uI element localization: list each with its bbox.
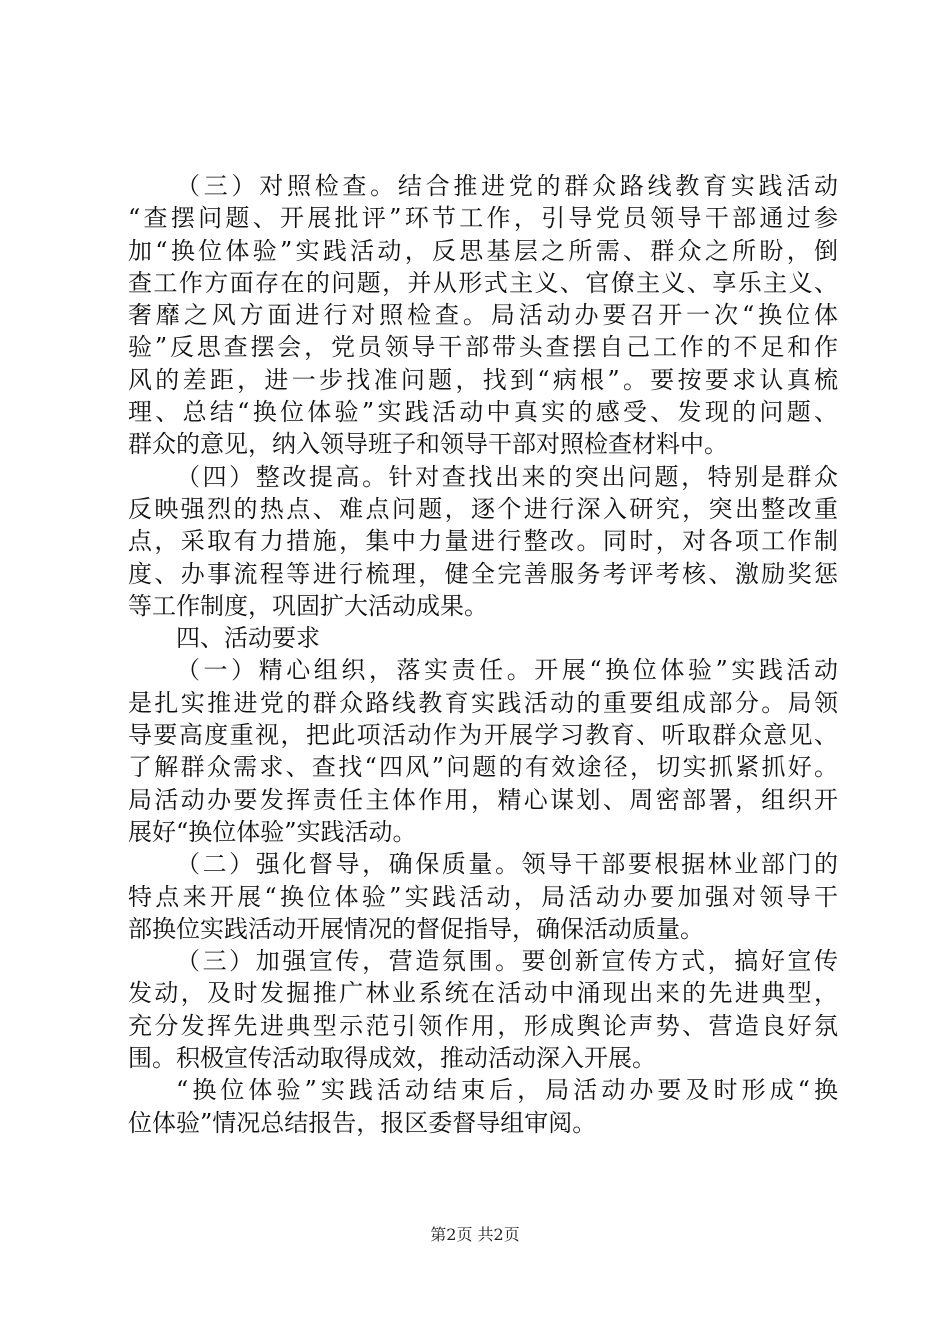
document-body — [128, 170, 838, 1139]
text-line: 验”反思查摆会，党员领导干部带头查摆自己工作的不足和作 — [128, 333, 838, 362]
text-line: 是扎实推进党的群众路线教育实践活动的重要组成部分。局领 — [128, 688, 838, 717]
text-line: “查摆问题、开展批评”环节工作，引导党员领导干部通过参 — [128, 204, 838, 233]
text-line: “换位体验”实践活动结束后，局活动办要及时形成“换 — [176, 1076, 838, 1105]
text-line: 加“换位体验”实践活动，反思基层之所需、群众之所盼，倒 — [128, 236, 838, 265]
text-line: 导要高度重视，把此项活动作为开展学习教育、听取群众意见、 — [128, 721, 838, 750]
text-line: 特点来开展“换位体验”实践活动，局活动办要加强对领导干 — [128, 882, 838, 911]
text-line: 风的差距，进一步找准问题，找到“病根”。要按要求认真梳 — [128, 365, 838, 394]
paragraph-rectification — [128, 461, 838, 622]
paragraph-summary-report — [128, 1074, 838, 1139]
text-line: 局活动办要发挥责任主体作用，精心谋划、周密部署，组织开 — [128, 785, 838, 814]
text-line: 发动，及时发掘推广林业系统在活动中涌现出来的先进典型， — [128, 979, 838, 1008]
text-line: 围。积极宣传活动取得成效，推动活动深入开展。 — [128, 1044, 656, 1073]
text-line: （四）整改提高。针对查找出来的突出问题，特别是群众 — [176, 462, 838, 491]
section-heading-requirements — [128, 622, 838, 654]
text-line: 反映强烈的热点、难点问题，逐个进行深入研究，突出整改重 — [128, 494, 838, 523]
paragraph-supervision — [128, 848, 838, 945]
paragraph-self-inspection — [128, 170, 838, 461]
text-line: 了解群众需求、查找“四风”问题的有效途径，切实抓紧抓好。 — [128, 753, 838, 782]
text-line: 充分发挥先进典型示范引领作用，形成舆论声势、营造良好氛 — [128, 1011, 838, 1040]
paragraph-organization — [128, 654, 838, 848]
paragraph-publicity — [128, 945, 838, 1074]
section-heading: 四、活动要求 — [176, 624, 320, 653]
text-line: 群众的意见，纳入领导班子和领导干部对照检查材料中。 — [128, 430, 728, 459]
text-line: （三）对照检查。结合推进党的群众路线教育实践活动 — [176, 172, 838, 200]
text-line: 等工作制度，巩固扩大活动成果。 — [128, 591, 488, 620]
text-line: 展好“换位体验”实践活动。 — [128, 817, 417, 846]
text-line: （三）加强宣传，营造氛围。要创新宣传方式，搞好宣传 — [176, 947, 838, 976]
text-line: 理、总结“换位体验”实践活动中真实的感受、发现的问题、 — [128, 398, 838, 427]
text-line: （一）精心组织，落实责任。开展“换位体验”实践活动 — [176, 656, 838, 685]
text-line: 奢靡之风方面进行对照检查。局活动办要召开一次“换位体 — [128, 301, 838, 330]
text-line: 位体验”情况总结报告，报区委督导组审阅。 — [128, 1108, 597, 1137]
text-line: 度、办事流程等进行梳理，健全完善服务考评考核、激励奖惩 — [128, 559, 838, 588]
text-line: 点，采取有力措施，集中力量进行整改。同时，对各项工作制 — [128, 527, 838, 556]
text-line: 查工作方面存在的问题，并从形式主义、官僚主义、享乐主义、 — [128, 268, 838, 297]
page-number-label: 第2页 共2页 — [430, 1225, 520, 1244]
text-line: （二）强化督导，确保质量。领导干部要根据林业部门的 — [176, 850, 838, 879]
page-footer — [0, 1225, 950, 1245]
text-line: 部换位实践活动开展情况的督促指导，确保活动质量。 — [128, 914, 704, 943]
